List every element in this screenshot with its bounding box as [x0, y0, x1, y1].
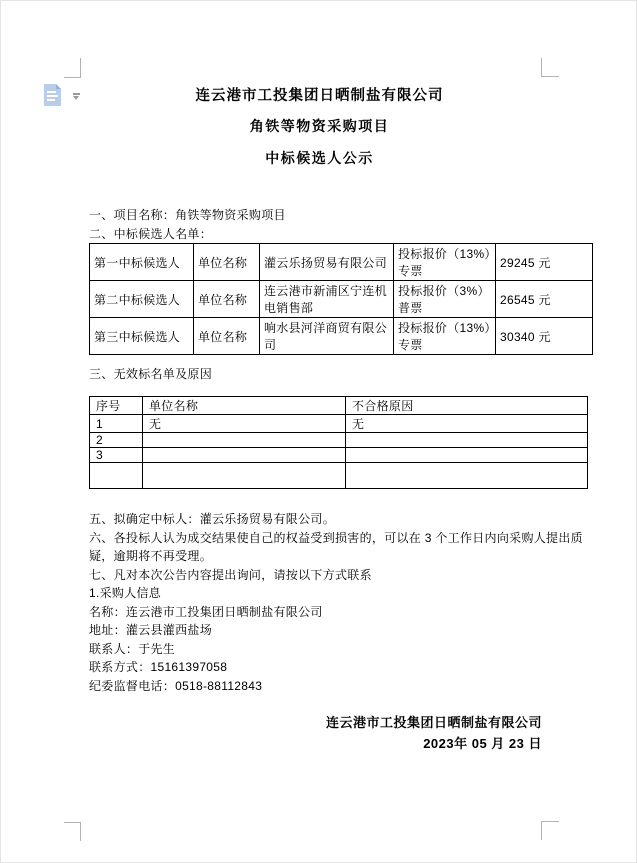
bid-quote-label: 投标报价（13%）专票 [394, 318, 496, 355]
objection-line-1: 六、各投标人认为成交结果使自己的权益受到损害的，可以在 3 个工作日内向采购人提出质 [89, 530, 583, 545]
candidate-company: 响水县河洋商贸有限公司 [260, 318, 394, 355]
candidate-rank: 第二中标候选人 [90, 281, 194, 318]
body-paragraphs [89, 510, 583, 695]
signature-company: 连云港市工投集团日晒制盐有限公司 [325, 715, 542, 730]
candidate-rank: 第三中标候选人 [90, 318, 194, 355]
table-row [90, 433, 588, 448]
candidate-company: 连云港市新浦区宁连机电销售部 [260, 281, 394, 318]
purchaser-address-line: 地址：灌云县灌西盐场 [89, 623, 213, 637]
bid-price: 30340 元 [496, 318, 593, 355]
table-row [90, 281, 593, 318]
col-header-unit: 单位名称 [143, 397, 346, 415]
row-index [90, 463, 143, 489]
invalid-bids-table [89, 396, 588, 489]
row-unit [143, 433, 346, 448]
row-index: 3 [90, 448, 143, 463]
col-header-reason: 不合格原因 [346, 397, 588, 415]
intro-block [89, 206, 286, 244]
bid-price: 29245 元 [496, 244, 593, 281]
contact-phone-line: 联系方式：15161397058 [89, 660, 228, 674]
crop-mark-bottom-left [64, 822, 81, 841]
supervision-phone-line: 纪委监督电话：0518-88112843 [89, 678, 263, 693]
row-index: 2 [90, 433, 143, 448]
contact-intro-line: 七、凡对本次公告内容提出询问，请按以下方式联系 [89, 567, 372, 582]
table-row [90, 415, 588, 433]
contact-person-line: 联系人：于先生 [89, 641, 176, 656]
crop-mark-bottom-right [541, 821, 559, 840]
table-row [90, 244, 593, 281]
objection-line-2: 疑，逾期将不再受理。 [89, 549, 213, 563]
col-header-index: 序号 [90, 397, 143, 415]
table-row [90, 318, 593, 355]
bid-price: 26545 元 [496, 281, 593, 318]
row-reason [346, 463, 588, 489]
row-unit [143, 448, 346, 463]
row-reason [346, 448, 588, 463]
unit-name-label: 单位名称 [194, 281, 260, 318]
candidate-company: 灌云乐扬贸易有限公司 [260, 244, 394, 281]
unit-name-label: 单位名称 [194, 244, 260, 281]
table-row [90, 463, 588, 489]
signature-block [326, 712, 542, 754]
table-row [90, 448, 588, 463]
row-index: 1 [90, 415, 143, 433]
doc-title-company: 连云港市工投集团日晒制盐有限公司 [195, 88, 444, 104]
table-header-row [90, 397, 588, 415]
crop-mark-top-right [541, 58, 559, 77]
bid-quote-label: 投标报价（3%）普票 [394, 281, 496, 318]
winner-line: 五、拟确定中标人：灌云乐扬贸易有限公司。 [89, 512, 336, 526]
candidates-table [89, 243, 593, 355]
signature-date: 2023年 05 月 23 日 [423, 736, 542, 751]
invalid-bids-heading: 三、无效标名单及原因 [89, 367, 213, 381]
bid-quote-label: 投标报价（13%）专票 [394, 244, 496, 281]
candidate-list-line: 二、中标候选人名单： [89, 227, 213, 241]
doc-title-project: 角铁等物资采购项目 [249, 118, 390, 134]
row-reason [346, 433, 588, 448]
candidate-rank: 第一中标候选人 [90, 244, 194, 281]
row-unit [143, 463, 346, 489]
purchaser-name-line: 名称：连云港市工投集团日晒制盐有限公司 [89, 604, 323, 619]
row-unit: 无 [143, 415, 346, 433]
row-reason: 无 [346, 415, 588, 433]
doc-title-announcement: 中标候选人公示 [265, 150, 374, 166]
project-name-line: 一、项目名称：角铁等物资采购项目 [89, 208, 286, 222]
crop-mark-top-left [64, 58, 81, 78]
purchaser-info-label: 1.采购人信息 [89, 586, 162, 600]
unit-name-label: 单位名称 [194, 318, 260, 355]
